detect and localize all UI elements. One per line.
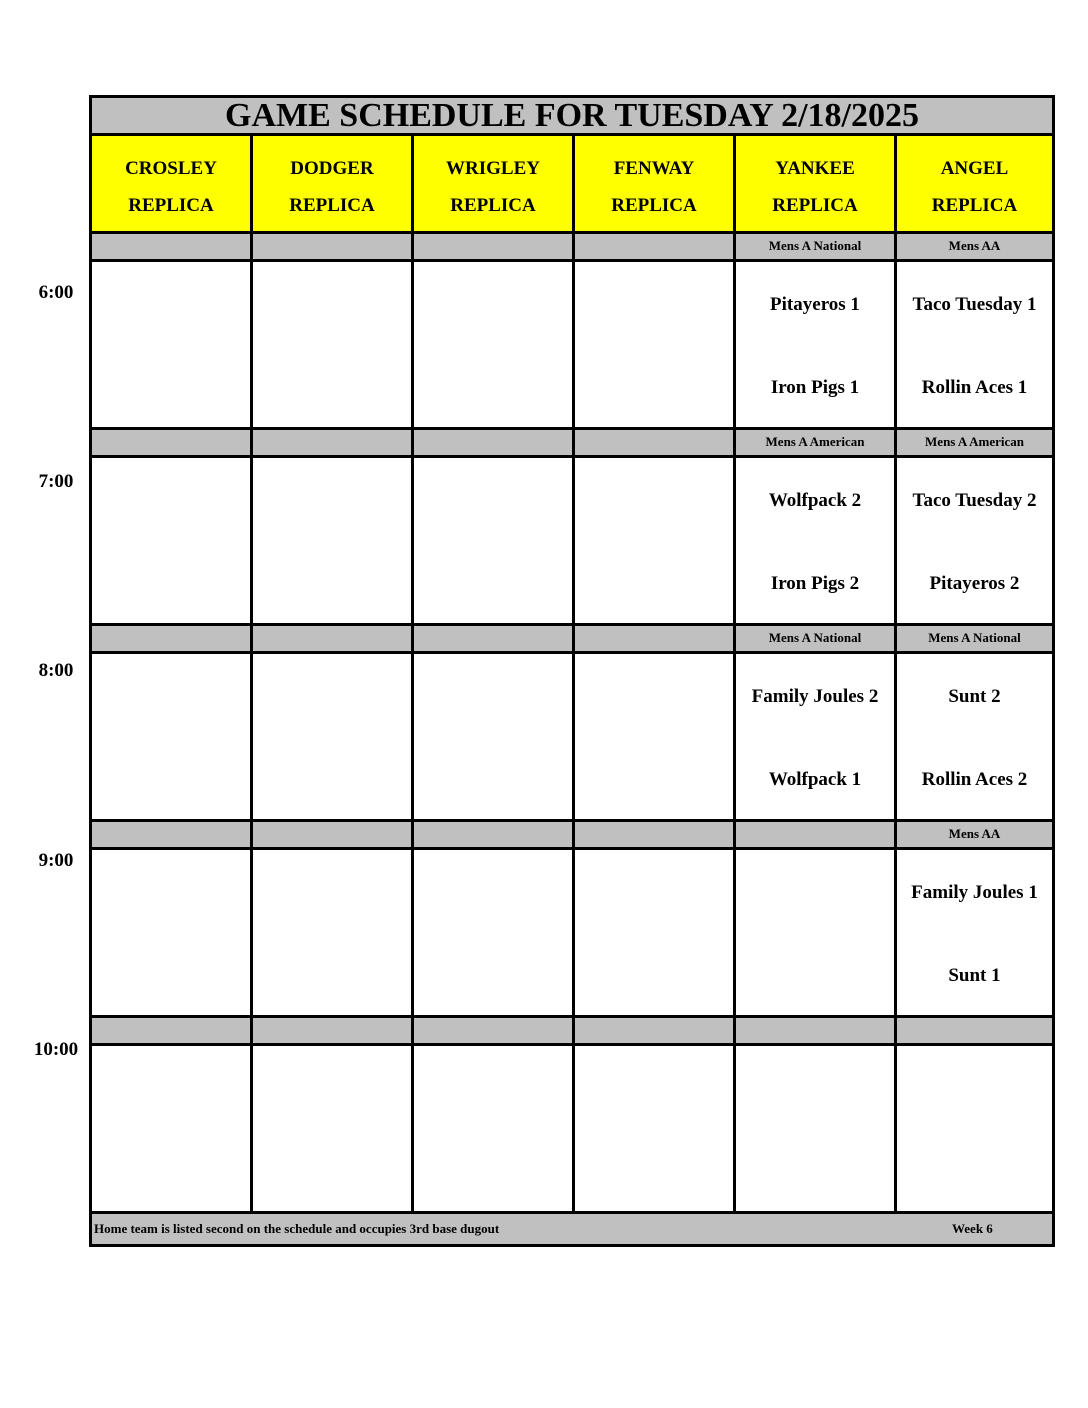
time-label-6-00: 6:00 [38, 282, 74, 303]
division-cell [736, 822, 897, 847]
division-row-6-00 [92, 234, 1052, 262]
division-row-7-00 [92, 430, 1052, 458]
division-cell [414, 234, 575, 259]
time-label-10-00: 10:00 [33, 1039, 79, 1060]
division-cell [253, 822, 414, 847]
division-cell [414, 822, 575, 847]
game-cell [92, 850, 253, 1015]
game-cell [736, 262, 897, 427]
week-label: Week 6 [952, 1221, 993, 1236]
division-cell [897, 1018, 1052, 1043]
division-row-8-00 [92, 626, 1052, 654]
game-cell [92, 262, 253, 427]
field-header-angel: ANGEL REPLICA [897, 136, 1052, 231]
game-cell [575, 1046, 736, 1211]
game-row-8-00 [92, 654, 1052, 822]
home-team: Rollin Aces 2 [921, 769, 1028, 790]
division-cell: Mens AA [897, 822, 1052, 847]
division-cell: Mens A American [897, 430, 1052, 455]
away-team: Wolfpack 2 [768, 490, 862, 511]
field-header-wrigley: WRIGLEY REPLICA [414, 136, 575, 231]
schedule-footer [92, 1214, 1052, 1244]
home-team: Rollin Aces 1 [921, 377, 1028, 398]
division-cell [414, 1018, 575, 1043]
away-team: Taco Tuesday 2 [912, 490, 1037, 511]
game-cell [253, 458, 414, 623]
division-cell [92, 822, 253, 847]
game-row-7-00 [92, 458, 1052, 626]
game-row-9-00 [92, 850, 1052, 1018]
game-cell [575, 458, 736, 623]
game-cell [253, 654, 414, 819]
away-team: Family Joules 2 [751, 686, 879, 707]
division-cell [414, 430, 575, 455]
division-cell [575, 430, 736, 455]
game-cell [897, 850, 1052, 1015]
division-cell: Mens A National [736, 626, 897, 651]
game-cell [575, 654, 736, 819]
field-header-crosley: CROSLEY REPLICA [92, 136, 253, 231]
division-cell: Mens A American [736, 430, 897, 455]
game-cell [575, 262, 736, 427]
division-cell: Mens A National [897, 626, 1052, 651]
game-cell [414, 262, 575, 427]
division-cell [253, 430, 414, 455]
division-cell [92, 1018, 253, 1043]
division-row-10-00 [92, 1018, 1052, 1046]
field-header-fenway: FENWAY REPLICA [575, 136, 736, 231]
field-header-yankee: YANKEE REPLICA [736, 136, 897, 231]
game-cell [253, 850, 414, 1015]
division-row-9-00 [92, 822, 1052, 850]
game-cell [414, 1046, 575, 1211]
game-cell [414, 458, 575, 623]
field-header-row [92, 136, 1052, 234]
home-team: Iron Pigs 1 [770, 377, 860, 398]
game-cell [897, 458, 1052, 623]
division-cell [253, 626, 414, 651]
schedule-sheet [89, 95, 1055, 1247]
game-cell [736, 1046, 897, 1211]
time-label-9-00: 9:00 [38, 850, 74, 871]
game-cell [736, 458, 897, 623]
game-cell [736, 850, 897, 1015]
division-cell [253, 234, 414, 259]
game-cell [575, 850, 736, 1015]
home-team: Sunt 1 [948, 965, 1001, 986]
division-cell [736, 1018, 897, 1043]
home-team-note: Home team is listed second on the schedule and occupies 3rd base dugout [94, 1221, 500, 1236]
game-cell [92, 1046, 253, 1211]
division-cell: Mens A National [736, 234, 897, 259]
time-label-7-00: 7:00 [38, 471, 74, 492]
away-team: Taco Tuesday 1 [912, 294, 1037, 315]
game-cell [253, 262, 414, 427]
division-cell [414, 626, 575, 651]
game-cell [736, 654, 897, 819]
game-cell [414, 850, 575, 1015]
division-cell [575, 626, 736, 651]
game-cell [897, 262, 1052, 427]
division-cell [92, 626, 253, 651]
away-team: Sunt 2 [948, 686, 1001, 707]
schedule-title: GAME SCHEDULE FOR TUESDAY 2/18/2025 [92, 98, 1052, 136]
home-team: Wolfpack 1 [768, 769, 862, 790]
game-row-10-00 [92, 1046, 1052, 1214]
away-team: Pitayeros 1 [770, 294, 860, 315]
division-cell [575, 234, 736, 259]
game-cell [897, 1046, 1052, 1211]
game-cell [414, 654, 575, 819]
division-cell [92, 234, 253, 259]
division-cell [253, 1018, 414, 1043]
game-cell [253, 1046, 414, 1211]
division-cell [575, 1018, 736, 1043]
game-row-6-00 [92, 262, 1052, 430]
game-cell [92, 458, 253, 623]
game-cell [897, 654, 1052, 819]
home-team: Iron Pigs 2 [770, 573, 860, 594]
home-team: Pitayeros 2 [929, 573, 1020, 594]
division-cell [92, 430, 253, 455]
time-label-8-00: 8:00 [38, 660, 74, 681]
division-cell [575, 822, 736, 847]
division-cell: Mens AA [897, 234, 1052, 259]
game-cell [92, 654, 253, 819]
away-team: Family Joules 1 [911, 882, 1038, 903]
field-header-dodger: DODGER REPLICA [253, 136, 414, 231]
